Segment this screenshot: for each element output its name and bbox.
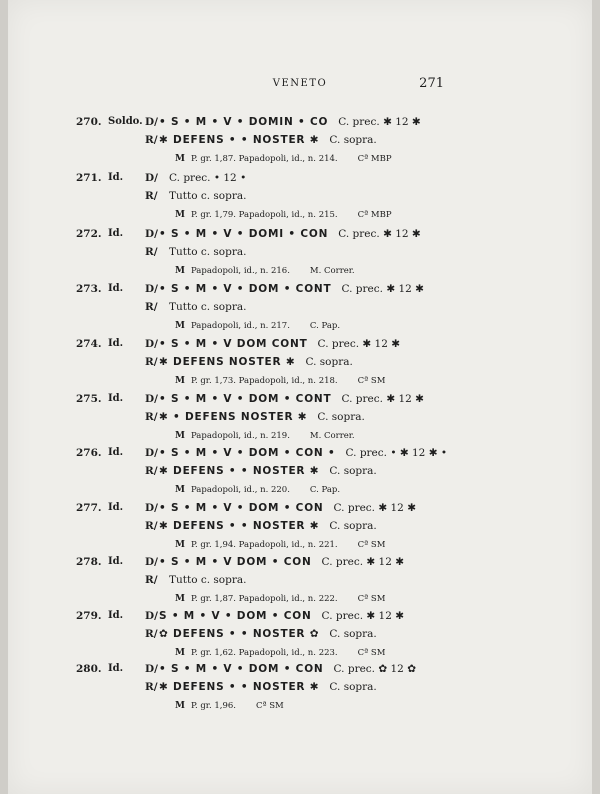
reverse-description: C. sopra. (329, 520, 377, 532)
obverse-legend: S • M • V • DOM • CON (159, 610, 312, 622)
metal-mark: M (175, 210, 185, 220)
entry-denomination: Id. (108, 663, 124, 674)
obverse-line (145, 498, 416, 518)
entry-number: 276. (76, 447, 102, 459)
collection-mark: Cª MBP (357, 154, 392, 164)
collection-mark: Cª SM (357, 648, 386, 658)
reference-text: Papadopoli, id., n. 220. (190, 485, 290, 495)
metal-mark: M (175, 485, 185, 495)
reverse-description: C. sopra. (329, 134, 377, 146)
collection-mark: Cª MBP (357, 210, 392, 220)
entry-denomination: Id. (108, 447, 124, 458)
collection-mark: C. Pap. (309, 321, 341, 331)
obverse-siglum: D/ (145, 338, 158, 350)
page-number: 271 (419, 76, 444, 91)
reverse-legend: ✱ DEFENS NOSTER ✱ (159, 356, 296, 368)
reverse-siglum: R/ (145, 520, 158, 532)
reverse-siglum: R/ (145, 411, 158, 423)
entry-number: 279. (76, 610, 102, 622)
reverse-line (145, 570, 246, 590)
collection-mark: Cª SM (255, 701, 284, 711)
entry-number: 274. (76, 338, 102, 350)
obverse-legend: • S • M • V • DOM • CON (159, 502, 324, 514)
collection-mark: Cª SM (357, 594, 386, 604)
obverse-description: C. prec. • ✱ 12 ✱ • (345, 447, 448, 459)
reverse-description: C. sopra. (317, 411, 365, 423)
reference-line (145, 371, 385, 391)
metal-mark: M (175, 154, 185, 164)
entry-denomination: Id. (108, 283, 124, 294)
reference-text: Papadopoli, id., n. 216. (190, 266, 290, 276)
reference-text: P. gr. 1,87. Papadopoli, id., n. 214. (190, 154, 338, 164)
reference-line (145, 149, 392, 169)
obverse-siglum: D/ (145, 663, 158, 675)
reference-text: P. gr. 1,94. Papadopoli, id., n. 221. (190, 540, 338, 550)
obverse-description: C. prec. ✱ 12 ✱ (321, 610, 405, 622)
reference-text: P. gr. 1,96. (190, 701, 236, 711)
entry-number: 278. (76, 556, 102, 568)
reverse-siglum: R/ (145, 246, 158, 258)
reverse-siglum: R/ (145, 628, 158, 640)
reverse-line (145, 624, 377, 644)
reverse-line (145, 461, 377, 481)
reverse-line (145, 297, 246, 317)
reverse-line (145, 516, 377, 536)
metal-mark: M (175, 594, 185, 604)
reverse-description: Tutto c. sopra. (169, 301, 247, 313)
entry-number: 271. (76, 172, 102, 184)
reverse-legend: ✿ DEFENS • • NOSTER ✿ (159, 628, 320, 640)
collection-mark: M. Correr. (309, 266, 355, 276)
obverse-siglum: D/ (145, 502, 158, 514)
obverse-line (145, 389, 424, 409)
reverse-siglum: R/ (145, 681, 158, 693)
entry-number: 270. (76, 116, 102, 128)
reference-text: Papadopoli, id., n. 217. (190, 321, 290, 331)
reverse-description: C. sopra. (329, 681, 377, 693)
entry-number: 280. (76, 663, 102, 675)
reverse-siglum: R/ (145, 465, 158, 477)
obverse-line (145, 224, 421, 244)
reverse-line (145, 677, 377, 697)
metal-mark: M (175, 648, 185, 658)
entry-denomination: Id. (108, 393, 124, 404)
obverse-line (145, 552, 404, 572)
obverse-description: C. prec. ✱ 12 ✱ (341, 283, 424, 295)
entry-number: 275. (76, 393, 102, 405)
obverse-siglum: D/ (145, 393, 158, 405)
obverse-legend: • S • M • V DOM • CON (159, 556, 312, 568)
obverse-legend: • S • M • V • DOM • CONT (159, 393, 332, 405)
obverse-line (145, 443, 447, 463)
reverse-line (145, 242, 246, 262)
collection-mark: Cª SM (357, 376, 386, 386)
metal-mark: M (175, 701, 185, 711)
obverse-legend: • S • M • V • DOMIN • CO (159, 116, 329, 128)
reference-text: P. gr. 1,73. Papadopoli, id., n. 218. (190, 376, 338, 386)
obverse-legend: • S • M • V DOM CONT (159, 338, 308, 350)
metal-mark: M (175, 376, 185, 386)
obverse-siglum: D/ (145, 447, 158, 459)
obverse-line (145, 659, 416, 679)
collection-mark: Cª SM (357, 540, 386, 550)
reference-line (145, 205, 392, 225)
reference-line (145, 696, 284, 716)
entry-denomination: Id. (108, 172, 124, 183)
entry-denomination: Id. (108, 338, 124, 349)
obverse-line (145, 168, 246, 188)
obverse-siglum: D/ (145, 610, 158, 622)
obverse-siglum: D/ (145, 556, 158, 568)
collection-mark: C. Pap. (309, 485, 341, 495)
reverse-legend: ✱ DEFENS • • NOSTER ✱ (159, 520, 320, 532)
obverse-siglum: D/ (145, 228, 158, 240)
obverse-description: C. prec. ✱ 12 ✱ (321, 556, 405, 568)
entry-denomination: Id. (108, 228, 124, 239)
reverse-siglum: R/ (145, 574, 158, 586)
reverse-legend: ✱ DEFENS • • NOSTER ✱ (159, 465, 320, 477)
reverse-line (145, 186, 246, 206)
collection-mark: M. Correr. (309, 431, 355, 441)
entry-denomination: Id. (108, 610, 124, 621)
reverse-line (145, 352, 353, 372)
reverse-description: C. sopra. (329, 465, 377, 477)
reverse-legend: ✱ DEFENS • • NOSTER ✱ (159, 681, 320, 693)
entry-denomination: Id. (108, 502, 124, 513)
reverse-legend: ✱ • DEFENS NOSTER ✱ (159, 411, 308, 423)
obverse-description: C. prec. ✱ 12 ✱ (338, 116, 421, 128)
reverse-legend: ✱ DEFENS • • NOSTER ✱ (159, 134, 320, 146)
obverse-description: C. prec. ✱ 12 ✱ (333, 502, 416, 514)
reverse-description: Tutto c. sopra. (169, 190, 247, 202)
obverse-description: C. prec. ✱ 12 ✱ (338, 228, 421, 240)
obverse-legend: • S • M • V • DOM • CONT (159, 283, 332, 295)
running-head: VENETO (272, 78, 328, 89)
reference-text: P. gr. 1,62. Papadopoli, id., n. 223. (190, 648, 338, 658)
obverse-description: C. prec. ✱ 12 ✱ (317, 338, 401, 350)
entry-number: 273. (76, 283, 102, 295)
obverse-legend: • S • M • V • DOM • CON • (159, 447, 336, 459)
metal-mark: M (175, 540, 185, 550)
reverse-line (145, 130, 377, 150)
obverse-line (145, 334, 400, 354)
entry-number: 272. (76, 228, 102, 240)
reverse-description: C. sopra. (329, 628, 377, 640)
reference-text: P. gr. 1,79. Papadopoli, id., n. 215. (190, 210, 338, 220)
entry-denomination: Soldo. (108, 116, 143, 127)
catalogue-page (8, 0, 592, 794)
reverse-description: Tutto c. sopra. (169, 246, 247, 258)
reference-line (145, 316, 340, 336)
obverse-line (145, 112, 421, 132)
entry-denomination: Id. (108, 556, 124, 567)
metal-mark: M (175, 431, 185, 441)
obverse-siglum: D/ (145, 116, 158, 128)
obverse-description: C. prec. ✱ 12 ✱ (341, 393, 424, 405)
reverse-siglum: R/ (145, 301, 158, 313)
reverse-line (145, 407, 365, 427)
obverse-siglum: D/ (145, 283, 158, 295)
reverse-description: C. sopra. (305, 356, 353, 368)
metal-mark: M (175, 321, 185, 331)
obverse-siglum: D/ (145, 172, 158, 184)
reference-text: Papadopoli, id., n. 219. (190, 431, 290, 441)
reference-text: P. gr. 1,87. Papadopoli, id., n. 222. (190, 594, 338, 604)
reverse-siglum: R/ (145, 190, 158, 202)
reverse-description: Tutto c. sopra. (169, 574, 247, 586)
obverse-line (145, 606, 404, 626)
reverse-siglum: R/ (145, 134, 158, 146)
obverse-legend: • S • M • V • DOMI • CON (159, 228, 329, 240)
obverse-description: C. prec. ✿ 12 ✿ (333, 663, 416, 675)
entry-number: 277. (76, 502, 102, 514)
reference-line (145, 480, 340, 500)
reference-line (145, 261, 355, 281)
reverse-siglum: R/ (145, 356, 158, 368)
obverse-legend: • S • M • V • DOM • CON (159, 663, 324, 675)
obverse-line (145, 279, 424, 299)
obverse-description: C. prec. • 12 • (169, 172, 247, 184)
metal-mark: M (175, 266, 185, 276)
